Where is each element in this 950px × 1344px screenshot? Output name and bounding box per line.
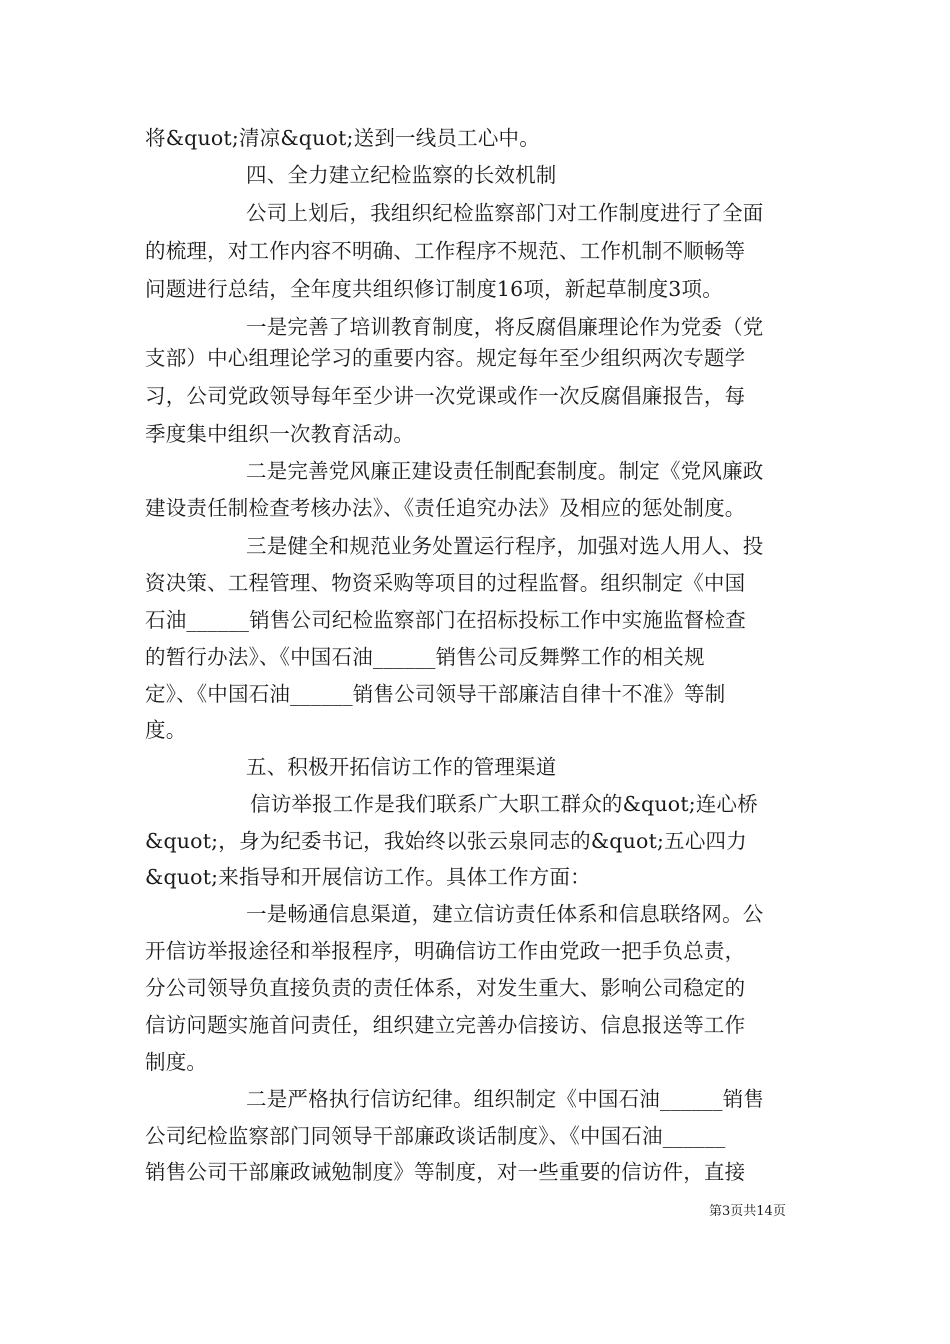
text-line: 销售公司干部廉政诫勉制度》等制度，对一些重要的信访件，直接 — [145, 1160, 746, 1184]
section-heading: 四、全力建立纪检监察的长效机制 — [246, 163, 557, 187]
text-line: &quot;来指导和开展信访工作。具体工作方面： — [145, 865, 591, 889]
text-line: 资决策、工程管理、物资采购等项目的过程监督。组织制定《中国 — [145, 571, 746, 595]
text-line: 三是健全和规范业务处置运行程序，加强对选人用人、投 — [246, 534, 764, 558]
text-line: 一是畅通信息渠道，建立信访责任体系和信息联络网。公 — [246, 902, 764, 926]
text-line: 问题进行总结，全年度共组织修订制度16项，新起草制度3项。 — [145, 277, 723, 301]
text-line: 二是严格执行信访纪律。组织制定《中国石油______销售 — [246, 1087, 765, 1111]
text-line: 信访问题实施首问责任，组织建立完善办信接访、信息报送等工作 — [145, 1013, 746, 1037]
text-line: 公司纪检监察部门同领导干部廉政谈话制度》、《中国石油______ — [145, 1124, 726, 1148]
text-line: 将&quot;清凉&quot;送到一线员工心中。 — [145, 126, 540, 150]
text-line: 一是完善了培训教育制度，将反腐倡廉理论作为党委（党 — [246, 315, 764, 339]
text-line: 的梳理，对工作内容不明确、工作程序不规范、工作机制不顺畅等 — [145, 239, 746, 263]
text-line: 制度。 — [145, 1050, 208, 1074]
text-line: 二是完善党风廉正建设责任制配套制度。制定《党风廉政 — [246, 459, 764, 483]
text-line: 定》、《中国石油______销售公司领导干部廉洁自律十不准》等制 — [145, 682, 726, 706]
text-line: 的暂行办法》、《中国石油______销售公司反舞弊工作的相关规 — [145, 645, 705, 669]
section-heading: 五、积极开拓信访工作的管理渠道 — [246, 755, 557, 779]
text-line: 度。 — [145, 718, 187, 742]
text-line: 信访举报工作是我们联系广大职工群众的&quot;连心桥 — [250, 792, 758, 816]
text-line: 建设责任制检查考核办法》、《责任追究办法》及相应的惩处制度。 — [145, 496, 746, 520]
text-line: &quot;，身为纪委书记，我始终以张云泉同志的&quot;五心四力 — [145, 829, 747, 853]
text-line: 习，公司党政领导每年至少讲一次党课或作一次反腐倡廉报告，每 — [145, 384, 746, 408]
text-line: 开信访举报途径和举报程序，明确信访工作由党政一把手负总责， — [145, 939, 746, 963]
page-number: 第3页共14页 — [709, 1204, 786, 1219]
text-line: 公司上划后，我组织纪检监察部门对工作制度进行了全面 — [246, 201, 764, 225]
text-line: 支部）中心组理论学习的重要内容。规定每年至少组织两次专题学 — [145, 346, 746, 370]
text-line: 季度集中组织一次教育活动。 — [145, 422, 415, 446]
text-line: 分公司领导负直接负责的责任体系，对发生重大、影响公司稳定的 — [145, 976, 746, 1000]
text-line: 石油______销售公司纪检监察部门在招标投标工作中实施监督检查 — [145, 608, 746, 632]
